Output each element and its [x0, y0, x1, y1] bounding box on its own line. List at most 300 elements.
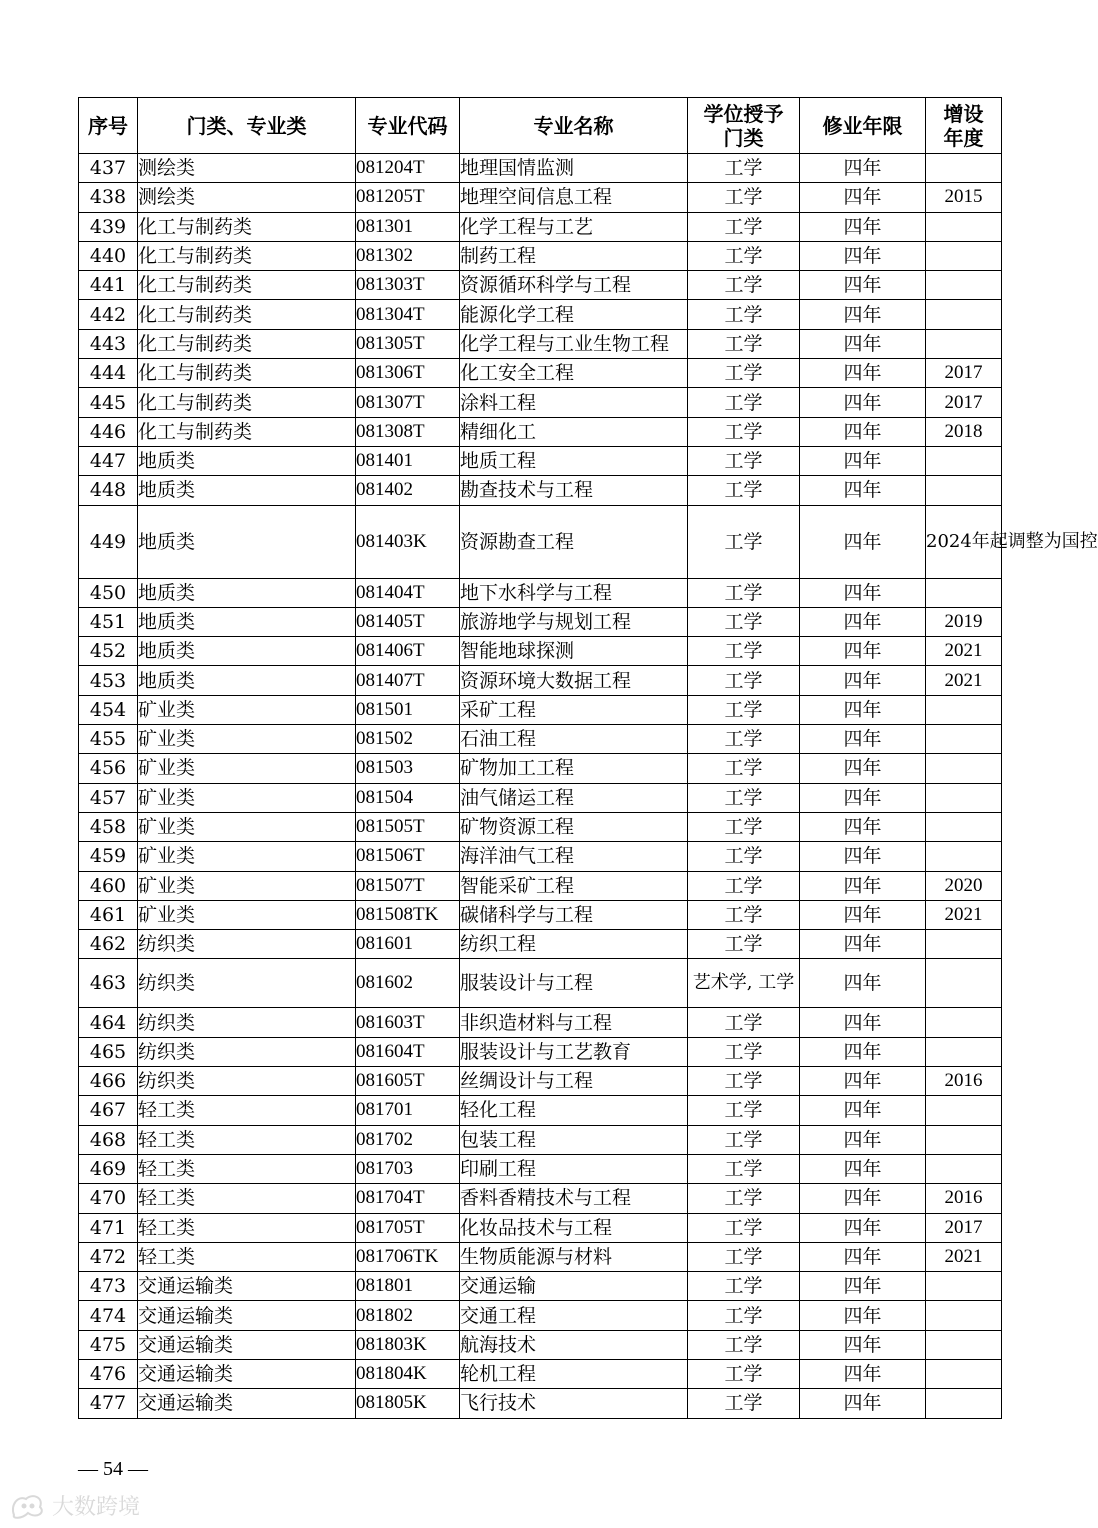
row-seq: 448 — [79, 476, 138, 505]
row-seq: 441 — [79, 271, 138, 300]
row-code: 081706TK — [356, 1242, 460, 1271]
row-major-name: 智能地球探测 — [460, 637, 688, 666]
row-year-added — [926, 930, 1002, 959]
header-duration: 修业年限 — [800, 98, 926, 154]
row-degree: 工学 — [688, 754, 800, 783]
table-row — [79, 812, 1002, 841]
table-row — [79, 842, 1002, 871]
row-degree: 工学 — [688, 417, 800, 446]
row-category: 矿业类 — [138, 900, 356, 929]
row-duration: 四年 — [800, 1359, 926, 1388]
row-major-name: 制药工程 — [460, 241, 688, 270]
table-row — [79, 1242, 1002, 1271]
row-code: 081405T — [356, 607, 460, 636]
row-code: 081406T — [356, 637, 460, 666]
row-year-added: 2019 — [926, 607, 1002, 636]
row-year-added — [926, 446, 1002, 475]
row-duration: 四年 — [800, 300, 926, 329]
watermark-text: 大数跨境 — [52, 1495, 141, 1520]
row-year-added — [926, 1272, 1002, 1301]
row-year-added — [926, 271, 1002, 300]
row-code: 081603T — [356, 1008, 460, 1037]
row-degree: 工学 — [688, 241, 800, 270]
row-category: 化工与制药类 — [138, 300, 356, 329]
row-seq: 464 — [79, 1008, 138, 1037]
row-major-name: 化学工程与工业生物工程 — [460, 329, 688, 358]
row-major-name: 服装设计与工艺教育 — [460, 1037, 688, 1066]
row-category: 测绘类 — [138, 154, 356, 183]
row-seq: 466 — [79, 1067, 138, 1096]
row-degree: 工学 — [688, 1301, 800, 1330]
row-major-name: 交通工程 — [460, 1301, 688, 1330]
row-category: 矿业类 — [138, 695, 356, 724]
row-degree: 工学 — [688, 812, 800, 841]
watermark — [8, 1490, 140, 1521]
row-category: 纺织类 — [138, 1008, 356, 1037]
row-seq: 473 — [79, 1272, 138, 1301]
row-year-added — [926, 329, 1002, 358]
row-duration: 四年 — [800, 241, 926, 270]
row-major-name: 智能采矿工程 — [460, 871, 688, 900]
table-row — [79, 578, 1002, 607]
row-code: 081705T — [356, 1213, 460, 1242]
row-year-added: 2017 — [926, 1213, 1002, 1242]
row-duration: 四年 — [800, 1330, 926, 1359]
row-year-added: 2017 — [926, 388, 1002, 417]
table-row — [79, 666, 1002, 695]
row-major-name: 服装设计与工程 — [460, 959, 688, 1008]
row-degree: 工学 — [688, 1242, 800, 1271]
row-major-name: 纺织工程 — [460, 930, 688, 959]
row-degree: 工学 — [688, 695, 800, 724]
table-row — [79, 388, 1002, 417]
row-code: 081605T — [356, 1067, 460, 1096]
row-degree: 工学 — [688, 476, 800, 505]
row-degree: 工学 — [688, 359, 800, 388]
row-degree: 工学 — [688, 1272, 800, 1301]
row-duration: 四年 — [800, 212, 926, 241]
row-degree: 艺术学, 工学 — [688, 959, 800, 1008]
row-duration: 四年 — [800, 1272, 926, 1301]
row-major-name: 精细化工 — [460, 417, 688, 446]
row-code: 081402 — [356, 476, 460, 505]
row-code: 081804K — [356, 1359, 460, 1388]
row-year-added: 2020 — [926, 871, 1002, 900]
row-category: 地质类 — [138, 446, 356, 475]
table-row — [79, 505, 1002, 578]
row-degree: 工学 — [688, 1067, 800, 1096]
table-row — [79, 329, 1002, 358]
row-degree: 工学 — [688, 1359, 800, 1388]
row-duration: 四年 — [800, 1125, 926, 1154]
row-seq: 469 — [79, 1154, 138, 1183]
row-year-added — [926, 1008, 1002, 1037]
header-year-added: 增设年度 — [926, 98, 1002, 154]
table-header-row — [79, 98, 1002, 154]
row-seq: 477 — [79, 1389, 138, 1418]
row-year-added — [926, 241, 1002, 270]
row-year-added: 2021 — [926, 637, 1002, 666]
row-code: 081503 — [356, 754, 460, 783]
row-duration: 四年 — [800, 959, 926, 1008]
row-major-name: 地理空间信息工程 — [460, 183, 688, 212]
row-year-added — [926, 1330, 1002, 1359]
row-degree: 工学 — [688, 271, 800, 300]
row-year-added: 2021 — [926, 1242, 1002, 1271]
row-degree: 工学 — [688, 1154, 800, 1183]
row-category: 化工与制药类 — [138, 388, 356, 417]
table-row — [79, 1330, 1002, 1359]
table-row — [79, 154, 1002, 183]
row-code: 081704T — [356, 1184, 460, 1213]
row-degree: 工学 — [688, 1213, 800, 1242]
row-category: 地质类 — [138, 637, 356, 666]
row-degree: 工学 — [688, 1037, 800, 1066]
row-degree: 工学 — [688, 871, 800, 900]
row-category: 矿业类 — [138, 783, 356, 812]
row-seq: 439 — [79, 212, 138, 241]
row-degree: 工学 — [688, 329, 800, 358]
row-major-name: 地质工程 — [460, 446, 688, 475]
row-category: 纺织类 — [138, 1037, 356, 1066]
header-degree: 学位授予门类 — [688, 98, 800, 154]
table-row — [79, 637, 1002, 666]
row-category: 交通运输类 — [138, 1359, 356, 1388]
row-seq: 446 — [79, 417, 138, 446]
row-major-name: 生物质能源与材料 — [460, 1242, 688, 1271]
row-year-added — [926, 783, 1002, 812]
row-duration: 四年 — [800, 359, 926, 388]
row-year-added — [926, 754, 1002, 783]
row-degree: 工学 — [688, 212, 800, 241]
row-major-name: 勘查技术与工程 — [460, 476, 688, 505]
row-seq: 447 — [79, 446, 138, 475]
row-seq: 450 — [79, 578, 138, 607]
row-category: 矿业类 — [138, 812, 356, 841]
table-row — [79, 300, 1002, 329]
row-year-added — [926, 695, 1002, 724]
row-duration: 四年 — [800, 812, 926, 841]
table-row — [79, 1154, 1002, 1183]
row-duration: 四年 — [800, 329, 926, 358]
row-code: 081301 — [356, 212, 460, 241]
row-major-name: 碳储科学与工程 — [460, 900, 688, 929]
table-row — [79, 476, 1002, 505]
row-major-name: 旅游地学与规划工程 — [460, 607, 688, 636]
row-code: 081805K — [356, 1389, 460, 1418]
row-code: 081802 — [356, 1301, 460, 1330]
table-row — [79, 446, 1002, 475]
row-major-name: 化学工程与工艺 — [460, 212, 688, 241]
row-duration: 四年 — [800, 754, 926, 783]
row-seq: 443 — [79, 329, 138, 358]
row-year-added — [926, 212, 1002, 241]
row-duration: 四年 — [800, 930, 926, 959]
row-category: 轻工类 — [138, 1125, 356, 1154]
row-category: 化工与制药类 — [138, 359, 356, 388]
row-category: 轻工类 — [138, 1184, 356, 1213]
row-duration: 四年 — [800, 388, 926, 417]
table-row — [79, 754, 1002, 783]
row-category: 交通运输类 — [138, 1272, 356, 1301]
row-category: 矿业类 — [138, 754, 356, 783]
row-seq: 453 — [79, 666, 138, 695]
row-major-name: 航海技术 — [460, 1330, 688, 1359]
row-degree: 工学 — [688, 666, 800, 695]
row-year-added — [926, 476, 1002, 505]
row-duration: 四年 — [800, 607, 926, 636]
table-row — [79, 1008, 1002, 1037]
row-seq: 467 — [79, 1096, 138, 1125]
row-seq: 472 — [79, 1242, 138, 1271]
row-degree: 工学 — [688, 1008, 800, 1037]
row-code: 081303T — [356, 271, 460, 300]
row-code: 081407T — [356, 666, 460, 695]
row-code: 081302 — [356, 241, 460, 270]
row-duration: 四年 — [800, 1067, 926, 1096]
row-code: 081702 — [356, 1125, 460, 1154]
row-duration: 四年 — [800, 183, 926, 212]
row-degree: 工学 — [688, 900, 800, 929]
row-major-name: 化妆品技术与工程 — [460, 1213, 688, 1242]
row-seq: 440 — [79, 241, 138, 270]
row-code: 081304T — [356, 300, 460, 329]
row-category: 测绘类 — [138, 183, 356, 212]
row-major-name: 资源环境大数据工程 — [460, 666, 688, 695]
row-seq: 437 — [79, 154, 138, 183]
row-degree: 工学 — [688, 578, 800, 607]
table-row — [79, 1037, 1002, 1066]
row-seq: 458 — [79, 812, 138, 841]
table-row — [79, 695, 1002, 724]
row-degree: 工学 — [688, 783, 800, 812]
row-code: 081701 — [356, 1096, 460, 1125]
row-code: 081307T — [356, 388, 460, 417]
row-duration: 四年 — [800, 900, 926, 929]
row-category: 轻工类 — [138, 1096, 356, 1125]
row-duration: 四年 — [800, 1096, 926, 1125]
row-seq: 456 — [79, 754, 138, 783]
header-major-name: 专业名称 — [460, 98, 688, 154]
table-row — [79, 900, 1002, 929]
row-duration: 四年 — [800, 1037, 926, 1066]
row-category: 化工与制药类 — [138, 271, 356, 300]
row-year-added — [926, 1389, 1002, 1418]
row-degree: 工学 — [688, 1125, 800, 1154]
row-seq: 445 — [79, 388, 138, 417]
row-year-added: 2016 — [926, 1184, 1002, 1213]
row-degree: 工学 — [688, 505, 800, 578]
row-code: 081703 — [356, 1154, 460, 1183]
row-category: 地质类 — [138, 505, 356, 578]
table-row — [79, 1067, 1002, 1096]
row-major-name: 包装工程 — [460, 1125, 688, 1154]
table-row — [79, 1359, 1002, 1388]
row-seq: 471 — [79, 1213, 138, 1242]
row-duration: 四年 — [800, 417, 926, 446]
row-category: 交通运输类 — [138, 1330, 356, 1359]
row-code: 081502 — [356, 725, 460, 754]
table-row — [79, 271, 1002, 300]
row-degree: 工学 — [688, 930, 800, 959]
header-seq: 序号 — [79, 98, 138, 154]
row-seq: 465 — [79, 1037, 138, 1066]
row-year-added — [926, 154, 1002, 183]
row-year-added — [926, 959, 1002, 1008]
row-duration: 四年 — [800, 271, 926, 300]
row-code: 081501 — [356, 695, 460, 724]
row-category: 化工与制药类 — [138, 241, 356, 270]
row-major-name: 资源循环科学与工程 — [460, 271, 688, 300]
row-year-added — [926, 578, 1002, 607]
row-degree: 工学 — [688, 1096, 800, 1125]
row-seq: 476 — [79, 1359, 138, 1388]
row-seq: 459 — [79, 842, 138, 871]
table-row — [79, 1184, 1002, 1213]
row-major-name: 海洋油气工程 — [460, 842, 688, 871]
row-degree: 工学 — [688, 607, 800, 636]
row-duration: 四年 — [800, 476, 926, 505]
row-category: 轻工类 — [138, 1213, 356, 1242]
row-year-added — [926, 725, 1002, 754]
row-duration: 四年 — [800, 1154, 926, 1183]
table-row — [79, 1125, 1002, 1154]
row-duration: 四年 — [800, 446, 926, 475]
row-seq: 468 — [79, 1125, 138, 1154]
row-category: 地质类 — [138, 476, 356, 505]
row-code: 081305T — [356, 329, 460, 358]
row-code: 081403K — [356, 505, 460, 578]
row-year-added: 2016 — [926, 1067, 1002, 1096]
table-row — [79, 607, 1002, 636]
row-seq: 444 — [79, 359, 138, 388]
row-degree: 工学 — [688, 1330, 800, 1359]
row-category: 地质类 — [138, 666, 356, 695]
row-major-name: 油气储运工程 — [460, 783, 688, 812]
row-category: 交通运输类 — [138, 1301, 356, 1330]
row-category: 轻工类 — [138, 1242, 356, 1271]
row-duration: 四年 — [800, 1184, 926, 1213]
row-year-added — [926, 1301, 1002, 1330]
row-category: 纺织类 — [138, 1067, 356, 1096]
majors-table — [78, 97, 1098, 1419]
row-category: 矿业类 — [138, 871, 356, 900]
row-code: 081401 — [356, 446, 460, 475]
row-code: 081504 — [356, 783, 460, 812]
page-number: — 54 — — [78, 1458, 148, 1480]
row-major-name: 资源勘查工程 — [460, 505, 688, 578]
row-year-added: 2021 — [926, 666, 1002, 695]
row-seq: 462 — [79, 930, 138, 959]
row-code: 081308T — [356, 417, 460, 446]
row-seq: 470 — [79, 1184, 138, 1213]
row-year-added — [926, 300, 1002, 329]
row-year-added — [926, 1096, 1002, 1125]
row-seq: 474 — [79, 1301, 138, 1330]
row-code: 081506T — [356, 842, 460, 871]
row-duration: 四年 — [800, 505, 926, 578]
row-major-name: 轮机工程 — [460, 1359, 688, 1388]
table-row — [79, 1272, 1002, 1301]
row-degree: 工学 — [688, 637, 800, 666]
table-row — [79, 183, 1002, 212]
row-duration: 四年 — [800, 1008, 926, 1037]
row-code: 081508TK — [356, 900, 460, 929]
row-duration: 四年 — [800, 871, 926, 900]
row-code: 081204T — [356, 154, 460, 183]
row-major-name: 飞行技术 — [460, 1389, 688, 1418]
row-major-name: 香料香精技术与工程 — [460, 1184, 688, 1213]
row-category: 矿业类 — [138, 842, 356, 871]
table-row — [79, 212, 1002, 241]
row-duration: 四年 — [800, 695, 926, 724]
table-row — [79, 930, 1002, 959]
table-row — [79, 1096, 1002, 1125]
row-major-name: 地下水科学与工程 — [460, 578, 688, 607]
row-major-name: 矿物加工工程 — [460, 754, 688, 783]
row-code: 081602 — [356, 959, 460, 1008]
row-seq: 454 — [79, 695, 138, 724]
row-category: 化工与制药类 — [138, 212, 356, 241]
row-degree: 工学 — [688, 300, 800, 329]
row-category: 轻工类 — [138, 1154, 356, 1183]
table-row — [79, 417, 1002, 446]
row-degree: 工学 — [688, 842, 800, 871]
row-duration: 四年 — [800, 154, 926, 183]
row-major-name: 地理国情监测 — [460, 154, 688, 183]
table-row — [79, 871, 1002, 900]
table-row — [79, 783, 1002, 812]
table-row — [79, 725, 1002, 754]
row-year-added: 2021 — [926, 900, 1002, 929]
row-major-name: 采矿工程 — [460, 695, 688, 724]
row-major-name: 化工安全工程 — [460, 359, 688, 388]
row-degree: 工学 — [688, 154, 800, 183]
table-body — [79, 154, 1098, 1419]
row-major-name: 交通运输 — [460, 1272, 688, 1301]
row-year-added: 2024年起调整为国控 — [926, 505, 1002, 578]
row-seq: 442 — [79, 300, 138, 329]
table-row — [79, 1389, 1002, 1418]
header-category: 门类、专业类 — [138, 98, 356, 154]
row-major-name: 涂料工程 — [460, 388, 688, 417]
row-major-name: 石油工程 — [460, 725, 688, 754]
row-degree: 工学 — [688, 1389, 800, 1418]
row-code: 081803K — [356, 1330, 460, 1359]
row-category: 化工与制药类 — [138, 329, 356, 358]
row-year-added — [926, 1359, 1002, 1388]
table-row — [79, 1301, 1002, 1330]
row-code: 081507T — [356, 871, 460, 900]
row-year-added — [926, 1037, 1002, 1066]
row-degree: 工学 — [688, 388, 800, 417]
row-category: 矿业类 — [138, 725, 356, 754]
row-category: 地质类 — [138, 578, 356, 607]
row-seq: 475 — [79, 1330, 138, 1359]
row-duration: 四年 — [800, 725, 926, 754]
row-year-added — [926, 812, 1002, 841]
row-major-name: 印刷工程 — [460, 1154, 688, 1183]
row-category: 纺织类 — [138, 959, 356, 1008]
row-code: 081604T — [356, 1037, 460, 1066]
row-degree: 工学 — [688, 183, 800, 212]
row-duration: 四年 — [800, 842, 926, 871]
row-category: 纺织类 — [138, 930, 356, 959]
row-degree: 工学 — [688, 725, 800, 754]
row-duration: 四年 — [800, 1389, 926, 1418]
row-year-added — [926, 1125, 1002, 1154]
row-major-name: 矿物资源工程 — [460, 812, 688, 841]
